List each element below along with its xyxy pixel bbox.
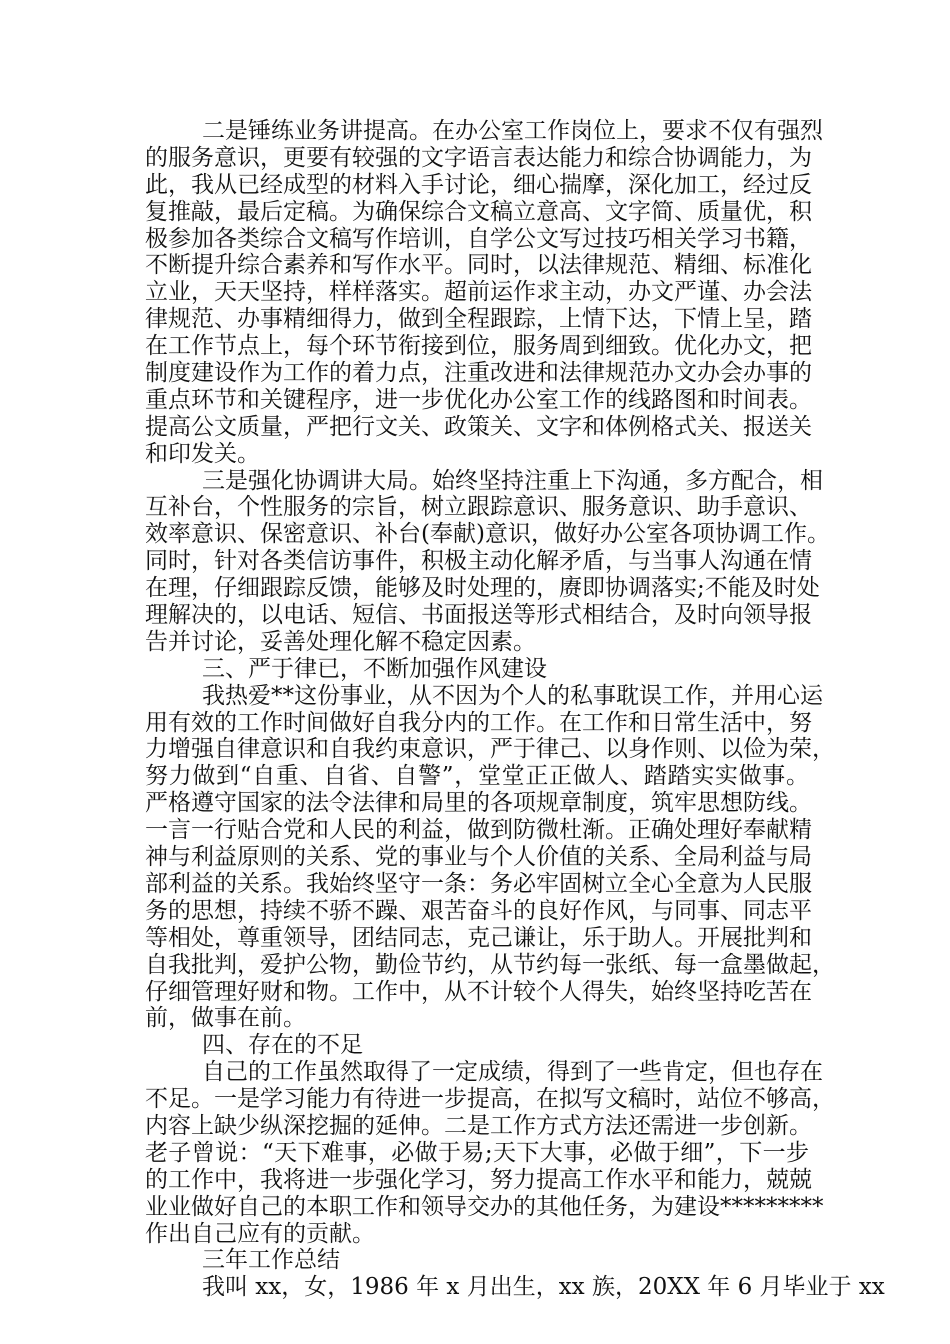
- text-line: 内容上缺少纵深挖掘的延伸。二是工作方式方法还需进一步创新。: [145, 1112, 812, 1139]
- text-line: 律规范、办事精细得力，做到全程跟踪，上情下达，下情上呈，踏: [145, 306, 812, 333]
- body-paragraph: [145, 118, 823, 468]
- body-paragraph: [145, 682, 835, 1033]
- section-heading: [145, 1247, 809, 1274]
- text-line: 互补台，个性服务的宗旨，树立跟踪意识、服务意识、助手意识、: [145, 494, 812, 521]
- section-heading: [145, 1032, 809, 1059]
- text-line: 一言一行贴合党和人民的利益，做到防微杜渐。正确处理好奉献精: [145, 817, 812, 844]
- text-line: 和印发关。: [145, 440, 260, 467]
- text-line: 作出自己应有的贡献。: [145, 1220, 375, 1247]
- text-line: 三年工作总结: [202, 1247, 340, 1274]
- text-line: 效率意识、保密意识、补台(奉献)意识，做好办公室各项协调工作。: [145, 521, 830, 548]
- body-paragraph: [145, 1274, 885, 1301]
- text-line: 此，我从已经成型的材料入手讨论，细心揣摩，深化加工，经过反: [145, 171, 812, 198]
- text-line: 务的思想，持续不骄不躁、艰苦奋斗的良好作风，与同事、同志平: [145, 897, 812, 924]
- text-line: 我热爱**这份事业，从不因为个人的私事耽误工作，并用心运: [202, 682, 823, 709]
- text-line: 不断提升综合素养和写作水平。同时，以法律规范、精细、标准化: [145, 252, 812, 279]
- text-line: 不足。一是学习能力有待进一步提高，在拟写文稿时，站位不够高，: [145, 1086, 835, 1113]
- text-line: 努力做到“自重、自省、自警”，堂堂正正做人、踏踏实实做事。: [145, 763, 809, 790]
- text-line: 的服务意识，更要有较强的文字语言表达能力和综合协调能力，为: [145, 144, 812, 171]
- text-line: 制度建设作为工作的着力点，注重改进和法律规范办文办会办事的: [145, 360, 812, 387]
- text-line: 自己的工作虽然取得了一定成绩，得到了一些肯定，但也存在: [202, 1059, 823, 1086]
- text-line: 神与利益原则的关系、党的事业与个人价值的关系、全局利益与局: [145, 844, 812, 871]
- text-line: 自我批判，爱护公物，勤俭节约，从节约每一张纸、每一盒墨做起，: [145, 951, 835, 978]
- text-line: 我叫 xx，女，1986 年 x 月出生，xx 族，20XX 年 6 月毕业于 xx: [202, 1274, 885, 1301]
- text-line: 提高公文质量，严把行文关、政策关、文字和体例格式关、报送关: [145, 413, 812, 440]
- body-paragraph: [145, 467, 830, 656]
- text-line: 三是强化协调讲大局。始终坚持注重上下沟通，多方配合，相: [202, 467, 823, 494]
- text-line: 告并讨论，妥善处理化解不稳定因素。: [145, 628, 536, 655]
- text-line: 前，做事在前。: [145, 1005, 306, 1032]
- text-line: 二是锤练业务讲提高。在办公室工作岗位上，要求不仅有强烈: [202, 118, 823, 144]
- text-line: 立业，天天坚持，样样落实。超前运作求主动，办文严谨、办会法: [145, 279, 812, 306]
- document-body: [145, 118, 885, 1301]
- text-line: 严格遵守国家的法令法律和局里的各项规章制度，筑牢思想防线。: [145, 790, 812, 817]
- text-line: 三、严于律已，不断加强作风建设: [202, 655, 547, 682]
- text-line: 重点环节和关键程序，进一步优化办公室工作的线路图和时间表。: [145, 386, 812, 413]
- section-heading: [145, 656, 809, 683]
- text-line: 仔细管理好财和物。工作中，从不计较个人得失，始终坚持吃苦在: [145, 978, 812, 1005]
- text-line: 的工作中，我将进一步强化学习，努力提高工作水平和能力，兢兢: [145, 1166, 812, 1193]
- text-line: 力增强自律意识和自我约束意识，严于律己、以身作则、以俭为荣，: [145, 736, 835, 763]
- text-line: 用有效的工作时间做好自我分内的工作。在工作和日常生活中，努: [145, 709, 812, 736]
- text-line: 四、存在的不足: [202, 1032, 363, 1059]
- text-line: 部利益的关系。我始终坚守一条：务必牢固树立全心全意为人民服: [145, 870, 812, 897]
- body-paragraph: [145, 1059, 835, 1247]
- text-line: 老子曾说：“天下难事，必做于易;天下大事，必做于细”，下一步: [145, 1139, 809, 1166]
- text-line: 复推敲，最后定稿。为确保综合文稿立意高、文字简、质量优，积: [145, 198, 812, 225]
- text-line: 业业做好自己的本职工作和领导交办的其他任务，为建设*********: [145, 1193, 824, 1220]
- text-line: 在工作节点上，每个环节衔接到位，服务周到细致。优化办文，把: [145, 333, 812, 360]
- text-line: 等相处，尊重领导，团结同志，克己谦让，乐于助人。开展批判和: [145, 924, 812, 951]
- text-line: 在理，仔细跟踪反馈，能够及时处理的，赓即协调落实;不能及时处: [145, 575, 820, 602]
- text-line: 同时，针对各类信访事件，积极主动化解矛盾，与当事人沟通在情: [145, 548, 812, 575]
- text-line: 理解决的，以电话、短信、书面报送等形式相结合，及时向领导报: [145, 602, 812, 629]
- text-line: 极参加各类综合文稿写作培训，自学公文写过技巧相关学习书籍，: [145, 225, 812, 252]
